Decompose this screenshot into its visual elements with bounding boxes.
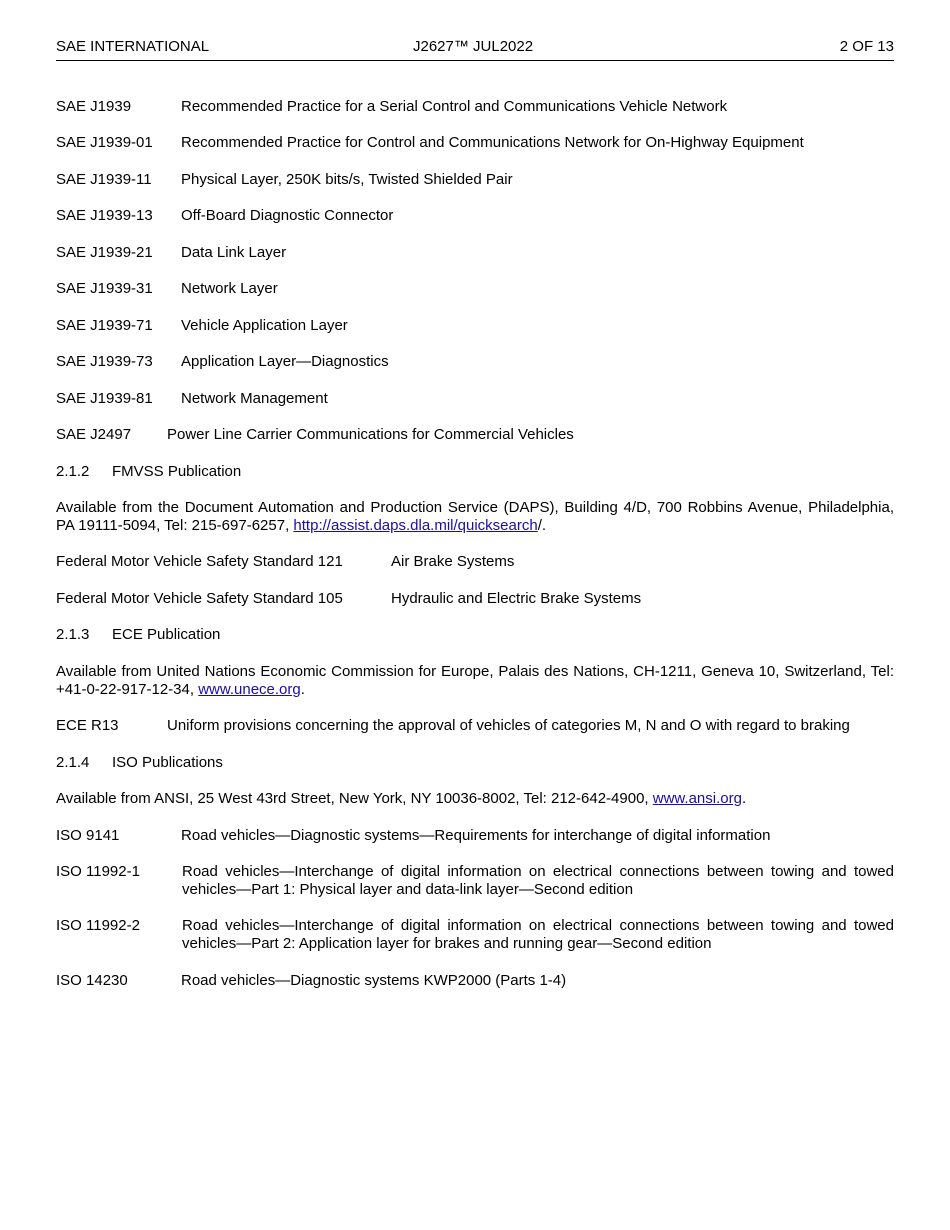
section-title: ECE Publication [112,626,221,643]
reference-row [56,426,574,444]
header-page-number: 2 OF 13 [839,38,894,55]
reference-row [56,590,642,608]
reference-row [56,717,850,735]
reference-code: ISO 14230 [56,972,128,989]
reference-title: Road vehicles—Diagnostic systems KWP2000 (Parts 1-4) [181,972,567,989]
page-header [56,38,894,61]
reference-code: SAE J1939-11 [56,171,152,188]
reference-row [56,353,389,371]
reference-row [56,390,328,408]
reference-row [56,207,394,225]
header-publisher: SAE INTERNATIONAL [56,38,210,55]
availability-suffix: /. [537,517,547,534]
reference-code: SAE J1939-01 [56,134,153,151]
reference-code: Federal Motor Vehicle Safety Standard 105 [56,590,343,607]
section-number: 2.1.2 [56,463,90,480]
reference-code: SAE J1939-81 [56,390,153,407]
reference-title: Air Brake Systems [391,553,515,570]
reference-title: Hydraulic and Electric Brake Systems [391,590,642,607]
ece-availability [56,663,894,699]
reference-title: Data Link Layer [181,244,287,261]
reference-title: Road vehicles—Interchange of digital information on electrical connections between towing and towed vehicles—Part 2: Application layer for brakes and running gear—Second edition [182,917,894,952]
fmvss-availability [56,499,894,535]
reference-code: SAE J2497 [56,426,132,443]
section-heading-ece [56,626,221,644]
reference-title: Recommended Practice for a Serial Control and Communications Vehicle Network [181,98,728,115]
reference-row [56,553,515,571]
reference-code: ISO 11992-1 [56,863,140,880]
reference-code: ISO 9141 [56,827,120,844]
reference-code: SAE J1939-21 [56,244,153,261]
section-heading-iso [56,754,223,772]
reference-title: Application Layer—Diagnostics [181,353,389,370]
reference-row [56,972,567,990]
daps-link[interactable]: http://assist.daps.dla.mil/quicksearch [293,517,538,534]
section-heading-fmvss [56,463,242,481]
availability-text: Available from United Nations Economic Commission for Europe, Palais des Nations, CH-1211, Geneva 10, Switzerland, Tel: +41-0-22-917-12-34, [56,663,894,698]
reference-code: SAE J1939 [56,98,132,115]
iso-availability [56,790,746,808]
availability-text: Available from ANSI, 25 West 43rd Street, New York, NY 10036-8002, Tel: 212-642-4900, [56,790,653,807]
availability-suffix: . [300,681,305,698]
reference-title: Network Layer [181,280,278,297]
section-title: FMVSS Publication [112,463,242,480]
reference-code: SAE J1939-13 [56,207,153,224]
reference-row [56,827,771,845]
reference-title: Network Management [181,390,328,407]
reference-title: Physical Layer, 250K bits/s, Twisted Shielded Pair [181,171,513,188]
reference-code: ISO 11992-2 [56,917,140,934]
section-title: ISO Publications [112,754,223,771]
reference-row [56,134,804,152]
reference-title: Road vehicles—Diagnostic systems—Requirements for interchange of digital information [181,827,771,844]
reference-code: SAE J1939-31 [56,280,153,297]
reference-title: Recommended Practice for Control and Communications Network for On-Highway Equipment [181,134,804,151]
reference-code: SAE J1939-71 [56,317,153,334]
reference-title: Power Line Carrier Communications for Commercial Vehicles [167,426,574,443]
unece-link[interactable]: www.unece.org [198,681,301,698]
ansi-link[interactable]: www.ansi.org [652,790,742,807]
reference-row [56,317,348,335]
reference-row [56,98,728,116]
section-number: 2.1.4 [56,754,90,771]
availability-suffix: . [741,790,747,807]
reference-title: Road vehicles—Interchange of digital information on electrical connections between towing and towed vehicles—Part 1: Physical layer and data-link layer—Second edition [182,863,894,898]
reference-row [56,244,287,262]
reference-code: ECE R13 [56,717,119,734]
availability-text: Available from the Document Automation and Production Service (DAPS), Building 4/D, 700 Robbins Avenue, Philadelphia, PA 19111-5094, Tel: 215-697-6257, [56,499,894,534]
reference-code: Federal Motor Vehicle Safety Standard 121 [56,553,343,570]
header-doc-id: J2627™ JUL2022 [413,38,534,55]
reference-code: SAE J1939-73 [56,353,153,370]
reference-title: Uniform provisions concerning the approval of vehicles of categories M, N and O with regard to braking [167,717,850,734]
section-number: 2.1.3 [56,626,90,643]
reference-row [56,280,278,298]
reference-title: Off-Board Diagnostic Connector [181,207,394,224]
reference-row [56,171,513,189]
reference-title: Vehicle Application Layer [181,317,348,334]
